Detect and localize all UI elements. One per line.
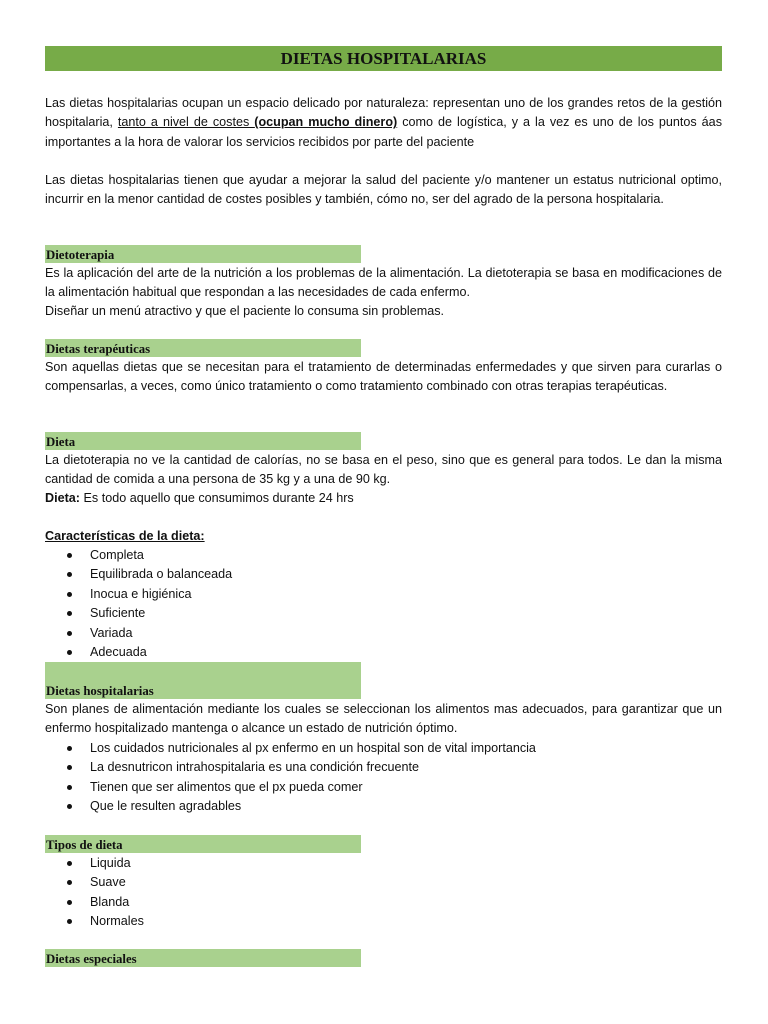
list-item: Equilibrada o balanceada bbox=[45, 565, 232, 584]
bullet-icon bbox=[67, 880, 72, 885]
bullet-icon bbox=[67, 861, 72, 866]
heading-caracteristicas: Características de la dieta: bbox=[45, 529, 205, 543]
list-item: Variada bbox=[45, 624, 232, 643]
dieta-text: La dietoterapia no ve la cantidad de calorías, no se basa en el peso, sino que es general para todos. Le dan la misma cantidad de comida a una persona de 35 kg y a una de 90 kg. bbox=[45, 453, 722, 487]
dieta-definition bbox=[45, 489, 722, 508]
dietoterapia-text-2: Diseñar un menú atractivo y que el paciente lo consuma sin problemas. bbox=[45, 304, 445, 318]
heading-dietoterapia: Dietoterapia bbox=[45, 245, 361, 263]
list-item: Adecuada bbox=[45, 643, 232, 662]
dieta-definition-text: Es todo aquello que consumimos durante 24 hrs bbox=[80, 491, 354, 505]
bullet-icon bbox=[67, 785, 72, 790]
bullet-icon bbox=[67, 650, 72, 655]
intro-text-continued: como de logística, y a la vez es uno de los puntos áas importantes a la hora de valorar los servicios recibidos por parte del paciente bbox=[45, 115, 722, 149]
intro-text: Las dietas hospitalarias ocupan un espacio delicado por naturaleza: representan uno de los grandes retos de la gestión hospitalaria, bbox=[45, 96, 722, 130]
bullet-icon bbox=[67, 900, 72, 905]
bullet-icon bbox=[67, 804, 72, 809]
bullet-icon bbox=[67, 765, 72, 770]
heading-dietas-especiales: Dietas especiales bbox=[45, 949, 361, 967]
list-item: La desnutricon intrahospitalaria es una condición frecuente bbox=[45, 758, 536, 777]
intro-bold-underlined-text: (ocupan mucho dinero) bbox=[254, 115, 398, 130]
heading-dietas-hospitalarias: Dietas hospitalarias bbox=[45, 662, 361, 699]
dieta-definition-label: Dieta: bbox=[45, 491, 80, 505]
intro-paragraph-1 bbox=[45, 94, 722, 152]
bullet-icon bbox=[67, 746, 72, 751]
list-item: Normales bbox=[45, 912, 144, 931]
bullet-icon bbox=[67, 572, 72, 577]
list-item: Blanda bbox=[45, 893, 144, 912]
bullet-icon bbox=[67, 592, 72, 597]
heading-tipos-de-dieta: Tipos de dieta bbox=[45, 835, 361, 853]
bullet-icon bbox=[67, 553, 72, 558]
hospitalarias-text: Son planes de alimentación mediante los cuales se seleccionan los alimentos mas adecuados, para garantizar que un enfermo hospitalizado mantenga o alcance un estado de nutrición óptimo. bbox=[45, 702, 722, 736]
dietoterapia-text: Es la aplicación del arte de la nutrición a los problemas de la alimentación. La dietoterapia se basa en modificaciones de la alimentación habitual que respondan a las necesidades de cada enfermo. bbox=[45, 266, 722, 300]
tipos-list bbox=[45, 854, 144, 932]
terapeuticas-text: Son aquellas dietas que se necesitan para el tratamiento de determinadas enfermedades y que sirven para curarlas o compensarlas, a veces, como único tratamiento o como tratamiento combinado con otras terapias terapéuticas. bbox=[45, 360, 722, 394]
list-item: Los cuidados nutricionales al px enfermo en un hospital son de vital importancia bbox=[45, 739, 536, 758]
bullet-icon bbox=[67, 611, 72, 616]
heading-dieta: Dieta bbox=[45, 432, 361, 450]
list-item: Suficiente bbox=[45, 604, 232, 623]
list-item: Suave bbox=[45, 873, 144, 892]
list-item: Tienen que ser alimentos que el px pueda comer bbox=[45, 778, 536, 797]
intro-underlined-text: tanto a nivel de costes bbox=[117, 115, 255, 130]
document-title: DIETAS HOSPITALARIAS bbox=[45, 46, 722, 71]
hospitalarias-list bbox=[45, 739, 536, 817]
intro-paragraph-2: Las dietas hospitalarias tienen que ayudar a mejorar la salud del paciente y/o mantener un estatus nutricional optimo, incurrir en la menor cantidad de costes posibles y también, cómo no, ser del agrado de la persona hospitalaria. bbox=[45, 173, 722, 207]
list-item: Liquida bbox=[45, 854, 144, 873]
bullet-icon bbox=[67, 919, 72, 924]
list-item: Inocua e higiénica bbox=[45, 585, 232, 604]
bullet-icon bbox=[67, 631, 72, 636]
caracteristicas-list bbox=[45, 546, 232, 662]
list-item: Que le resulten agradables bbox=[45, 797, 536, 816]
list-item: Completa bbox=[45, 546, 232, 565]
heading-dietas-terapeuticas: Dietas terapéuticas bbox=[45, 339, 361, 357]
